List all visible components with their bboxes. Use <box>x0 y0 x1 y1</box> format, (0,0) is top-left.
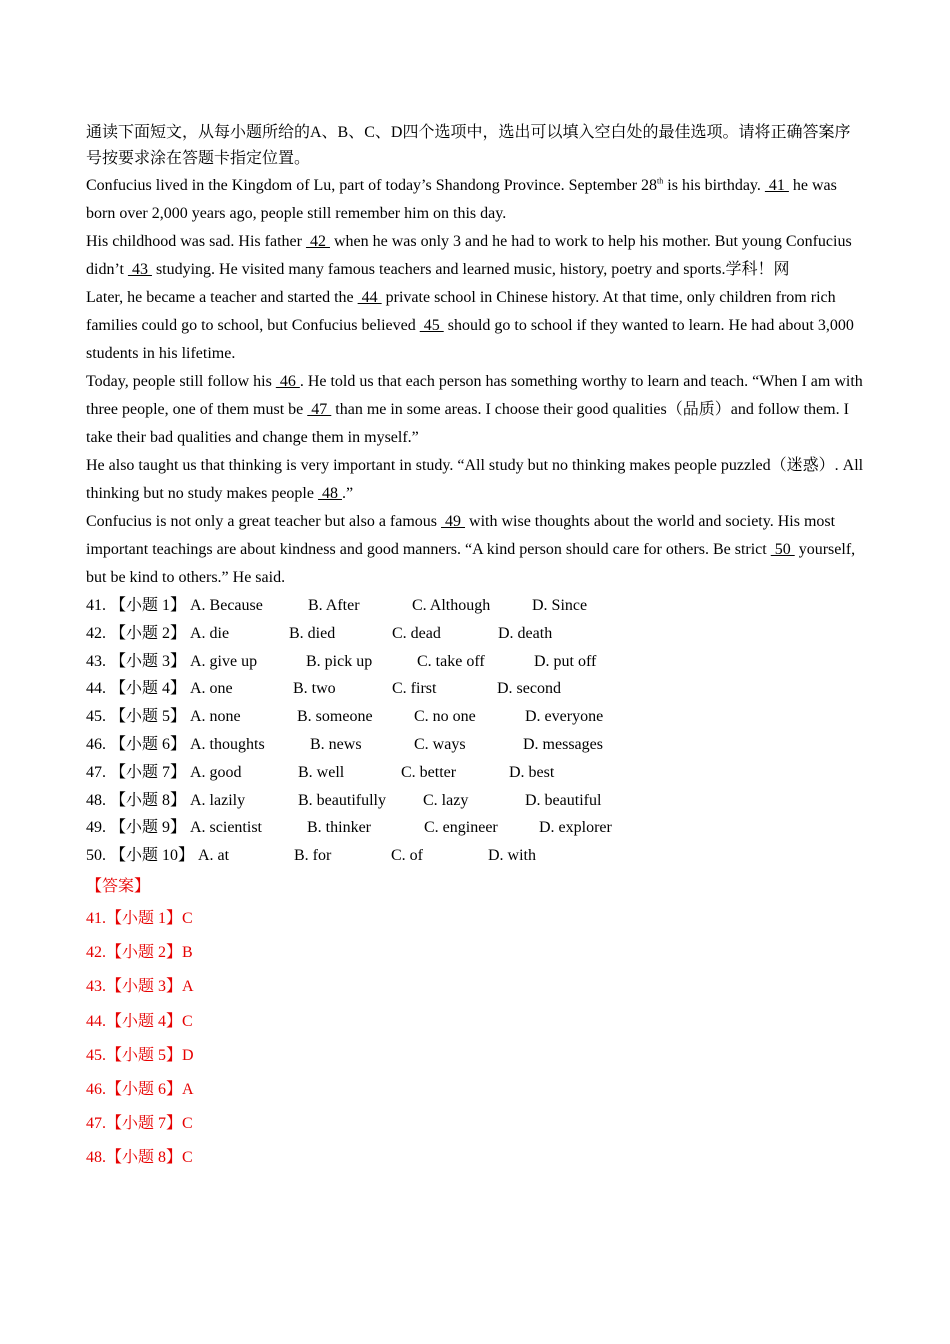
option-d: D. best <box>509 763 555 781</box>
text-run: . He told us that each person has something worthy to learn and teach. “When I am with three people, one of them must be <box>86 373 863 418</box>
option-a: A. give up <box>190 652 258 670</box>
text-run: His childhood was sad. His father <box>86 233 306 250</box>
blank-50: 50 <box>770 541 795 558</box>
passage-paragraph-4 <box>86 368 864 452</box>
option-a: A. one <box>190 680 233 698</box>
text-run: studying. He visited many famous teachers and learned music, history, poetry and sports.学科！网 <box>151 261 790 278</box>
text-run: with wise thoughts about the world and society. His most important teachings are about kindness and good manners. “A kind person should care for others. Be strict <box>86 513 836 558</box>
superscript: th <box>657 176 664 186</box>
question-label: 49. 【小题 9】 <box>86 819 187 837</box>
answer-item: 41.【小题 1】C <box>86 909 193 927</box>
option-b: B. thinker <box>307 819 371 837</box>
text-run: than me in some areas. I choose their good qualities（品质）and follow them. I take their bad qualities and change them in myself.” <box>86 401 849 446</box>
option-a: A. thoughts <box>190 735 265 753</box>
passage-paragraph-5 <box>86 452 864 508</box>
option-d: D. death <box>498 624 553 642</box>
option-c: C. no one <box>414 708 476 726</box>
question-row <box>86 814 864 842</box>
passage-paragraph-2 <box>86 228 864 284</box>
option-c: C. engineer <box>424 819 498 837</box>
text-run: is his birthday. <box>663 177 765 194</box>
option-d: D. with <box>488 847 536 865</box>
passage-paragraph-1 <box>86 172 864 228</box>
question-label: 48. 【小题 8】 <box>86 791 187 809</box>
option-d: D. messages <box>523 735 603 753</box>
question-label: 50. 【小题 10】 <box>86 847 195 865</box>
option-b: B. After <box>308 597 360 614</box>
text-run: when he was only 3 and he had to work to help his mother. But young Confucius didn’t <box>86 233 852 278</box>
answer-item: 46.【小题 6】A <box>86 1080 194 1098</box>
blank-45: 45 <box>419 317 444 334</box>
option-b: B. beautifully <box>298 791 386 809</box>
answer-item: 43.【小题 3】A <box>86 978 194 996</box>
blank-41: 41 <box>764 177 789 194</box>
option-c: C. of <box>391 847 423 865</box>
question-row <box>86 731 864 759</box>
option-d: D. explorer <box>539 819 612 837</box>
question-row <box>86 842 864 870</box>
option-d: D. everyone <box>525 708 604 726</box>
option-a: A. die <box>190 624 230 642</box>
option-a: A. lazily <box>190 791 246 809</box>
option-c: C. Although <box>412 597 491 614</box>
option-b: B. died <box>289 624 336 642</box>
option-c: C. lazy <box>423 791 469 809</box>
text-run: Today, people still follow his <box>86 373 276 390</box>
answers-heading: 【答案】 <box>86 877 151 895</box>
answer-item: 45.【小题 5】D <box>86 1046 194 1064</box>
question-label: 47. 【小题 7】 <box>86 763 187 781</box>
option-c: C. take off <box>417 652 485 670</box>
option-b: B. someone <box>297 708 373 726</box>
option-c: C. first <box>392 680 437 698</box>
question-row <box>86 620 864 648</box>
text-run: Later, he became a teacher and started the <box>86 289 358 306</box>
option-c: C. dead <box>392 624 441 642</box>
blank-48: 48 <box>317 485 342 502</box>
question-row <box>86 648 864 676</box>
blank-43: 43 <box>127 261 152 278</box>
option-b: B. two <box>293 680 336 698</box>
text-run: Confucius lived in the Kingdom of Lu, part of today’s Shandong Province. September 28 <box>86 177 658 194</box>
text-run: he was born over 2,000 years ago, people still remember him on this day. <box>86 177 837 222</box>
option-a: A. Because <box>190 597 263 614</box>
passage-paragraph-6 <box>86 508 864 592</box>
question-list <box>86 592 864 870</box>
option-c: C. better <box>401 763 457 781</box>
option-a: A. scientist <box>190 819 262 837</box>
option-d: D. second <box>497 680 561 698</box>
document-page <box>86 120 864 1175</box>
text-run: yourself, but be kind to others.” He said. <box>86 541 856 586</box>
option-d: D. put off <box>534 652 597 670</box>
option-b: B. news <box>310 735 362 753</box>
answer-item: 48.【小题 8】C <box>86 1149 193 1167</box>
question-row <box>86 675 864 703</box>
question-label: 46. 【小题 6】 <box>86 735 187 753</box>
option-b: B. well <box>298 763 345 781</box>
option-a: A. at <box>198 847 230 865</box>
blank-47: 47 <box>307 401 332 418</box>
question-label: 42. 【小题 2】 <box>86 624 187 642</box>
option-c: C. ways <box>414 735 466 753</box>
text-run: Confucius is not only a great teacher but also a famous <box>86 513 442 530</box>
question-row <box>86 787 864 815</box>
option-b: B. pick up <box>306 652 373 670</box>
option-a: A. none <box>190 708 241 726</box>
option-d: D. beautiful <box>525 791 602 809</box>
question-label: 41. 【小题 1】 <box>86 597 187 614</box>
text-run: private school in Chinese history. At that time, only children from rich families could go to school, but Confucius believed <box>86 289 836 334</box>
option-a: A. good <box>190 763 242 781</box>
answer-list <box>86 902 864 1176</box>
question-row <box>86 759 864 787</box>
answer-item: 47.【小题 7】C <box>86 1115 193 1133</box>
text-run: should go to school if they wanted to learn. He had about 3,000 students in his lifetime. <box>86 317 854 362</box>
question-row <box>86 592 864 620</box>
question-label: 43. 【小题 3】 <box>86 652 187 670</box>
passage-paragraph-3 <box>86 284 864 368</box>
text-run: He also taught us that thinking is very important in study. “All study but no thinking makes people puzzled（迷惑）. All thinking but no study makes people <box>86 457 864 502</box>
text-run: .” <box>341 485 354 502</box>
question-label: 45. 【小题 5】 <box>86 708 187 726</box>
option-d: D. Since <box>532 597 588 614</box>
blank-49: 49 <box>441 513 466 530</box>
blank-42: 42 <box>305 233 330 250</box>
answer-item: 42.【小题 2】B <box>86 944 193 962</box>
option-b: B. for <box>294 847 332 865</box>
instruction-text: 通读下面短文，从每小题所给的A、B、C、D四个选项中，选出可以填入空白处的最佳选项。请将正确答案序号按要求涂在答题卡指定位置。 <box>86 124 851 167</box>
question-label: 44. 【小题 4】 <box>86 680 187 698</box>
question-row <box>86 703 864 731</box>
blank-46: 46 <box>275 373 300 390</box>
blank-44: 44 <box>357 289 382 306</box>
answer-item: 44.【小题 4】C <box>86 1012 193 1030</box>
